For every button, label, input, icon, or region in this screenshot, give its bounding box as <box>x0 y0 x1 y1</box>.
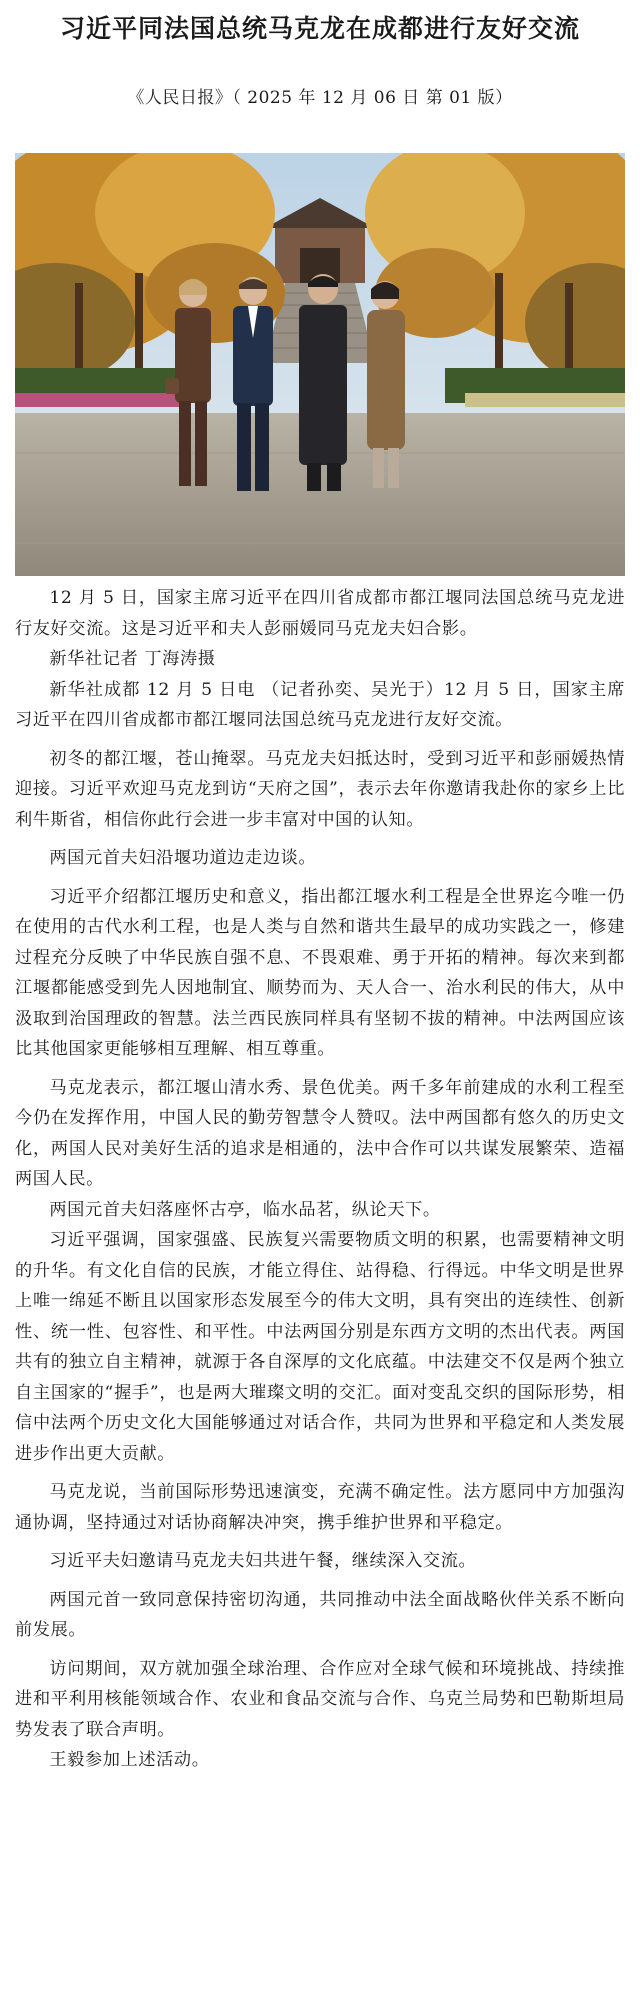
paragraph: 访问期间，双方就加强全球治理、合作应对全球气候和环境挑战、持续推进和平利用核能领域合作、农业和食品交流与合作、乌克兰局势和巴勒斯坦局势发表了联合声明。 <box>15 1658 625 1740</box>
paragraph: 新华社成都 12 月 5 日电 （记者孙奕、吴光于）12 月 5 日，国家主席习近平在四川省成都市都江堰同法国总统马克龙进行友好交流。 <box>15 679 625 730</box>
paragraph: 王毅参加上述活动。 <box>49 1750 210 1770</box>
paragraph: 两国元首夫妇落座怀古亭，临水品茗，纵论天下。 <box>49 1199 441 1220</box>
photo-people-in-autumn-park-icon <box>15 153 625 576</box>
paragraph: 习近平强调，国家强盛、民族复兴需要物质文明的积累，也需要精神文明的升华。有文化自信的民族，才能立得住、站得稳、行得远。中华文明是世界上唯一绵延不断且以国家形态发展至今的伟大文明，具有突出的连续性、创新性、统一性、包容性、和平性。中法两国分别是东西方文明的杰出代表。两国共有的独立自主精神，就源于各自深厚的文化底蕴。中法建交不仅是两个独立自主国家的“握手”，也是两大璀璨文明的交汇。面对变乱交织的国际形势，相信中法两个历史文化大国能够通过对话合作，共同为世界和平稳定和人类发展进步作出更大贡献。 <box>15 1230 625 1464</box>
paragraph: 初冬的都江堰，苍山掩翠。马克龙夫妇抵达时，受到习近平和彭丽媛热情迎接。习近平欢迎马克龙到访“天府之国”，表示去年你邀请我赴你的家乡上比利牛斯省，相信你此行会进一步丰富对中国的认知。 <box>15 748 625 830</box>
paragraph: 习近平夫妇邀请马克龙夫妇共进午餐，继续深入交流。 <box>49 1551 477 1571</box>
paragraph: 两国元首夫妇沿堰功道边走边谈。 <box>49 848 317 868</box>
article-body <box>15 583 625 1776</box>
paragraph: 马克龙说，当前国际形势迅速演变，充满不确定性。法方愿同中方加强沟通协调，坚持通过对话协商解决冲突，携手维护世界和平稳定。 <box>15 1482 625 1533</box>
paragraph: 马克龙表示，都江堰山清水秀、景色优美。两千多年前建成的水利工程至今仍在发挥作用，中国人民的勤劳智慧令人赞叹。法中两国都有悠久的历史文化，两国人民对美好生活的追求是相通的，法中合作可以共谋发展繁荣、造福两国人民。 <box>15 1077 625 1189</box>
article-source: 《人民日报》（ 2025 年 12 月 06 日 第 01 版） <box>127 88 513 108</box>
article-photo <box>15 153 625 576</box>
article-title: 习近平同法国总统马克龙在成都进行友好交流 <box>59 14 580 43</box>
photo-caption: 12 月 5 日，国家主席习近平在四川省成都市都江堰同法国总统马克龙进行友好交流。这是习近平和夫人彭丽媛同马克龙夫妇合影。 <box>15 588 625 639</box>
photo-credit: 新华社记者 丁海涛摄 <box>49 649 216 669</box>
paragraph: 两国元首一致同意保持密切沟通，共同推动中法全面战略伙伴关系不断向前发展。 <box>15 1589 625 1640</box>
paragraph: 习近平介绍都江堰历史和意义，指出都江堰水利工程是全世界迄今唯一仍在使用的古代水利工程，也是人类与自然和谐共生最早的成功实践之一，修建过程充分反映了中华民族自强不息、不畏艰难、勇于开拓的精神。每次来到都江堰都能感受到先人因地制宜、顺势而为、天人合一、治水利民的伟大，从中汲取到治国理政的智慧。法兰西民族同样具有坚韧不拔的精神。中法两国应该比其他国家更能够相互理解、相互尊重。 <box>15 886 625 1059</box>
